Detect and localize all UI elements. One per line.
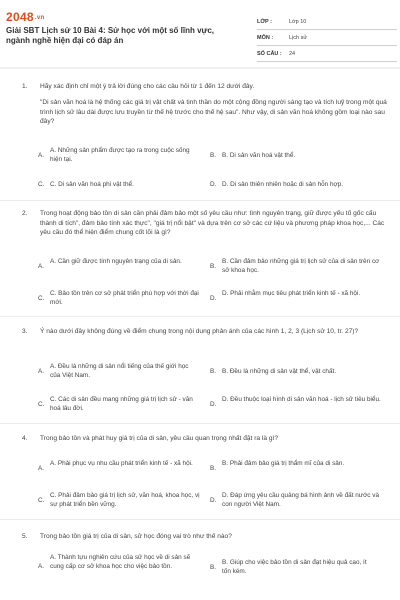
- option-letter: A.: [38, 465, 45, 472]
- question-number: 3.: [22, 328, 28, 335]
- question-separator: [0, 519, 400, 520]
- option-letter: B.: [210, 564, 217, 571]
- meta-box: [257, 14, 397, 62]
- option-text: C. Các di sản đều mang những giá trị lịch sử - văn hoá lâu đời.: [50, 396, 193, 412]
- page-title: Giải SBT Lịch sử 10 Bài 4: Sử học với một số lĩnh vực, ngành nghề hiện đại có đáp án: [6, 26, 215, 45]
- option-letter: B.: [210, 368, 217, 375]
- meta-value: Lịch sử: [289, 34, 308, 41]
- question-number: 5.: [22, 533, 28, 540]
- option-text: C. Bảo tồn trên cơ sở phát triển phù hợp với thời đại mới.: [50, 290, 199, 306]
- meta-row-class: [257, 14, 397, 30]
- option-text: C. Di sản văn hoá phi vật thể.: [50, 181, 134, 188]
- option-text: D. Di sản thiên nhiên hoặc di sản hỗn hợp.: [222, 181, 344, 188]
- header-divider: [0, 67, 400, 69]
- option-letter: D.: [210, 401, 217, 408]
- meta-value: Lớp 10: [289, 18, 307, 25]
- option-letter: D.: [210, 295, 217, 302]
- option-text: B. Đều là những di sản vật thể, vật chất.: [222, 368, 337, 375]
- option-letter: C.: [38, 497, 45, 504]
- option-letter: C.: [38, 181, 45, 188]
- meta-key: MÔN :: [257, 34, 274, 41]
- option-text: B. Phải đảm bảo giá trị thẩm mĩ của di sản.: [222, 460, 345, 467]
- option-text: B. Giúp cho việc bảo tồn di sản đạt hiệu quả cao, ít tốn kém.: [222, 559, 367, 575]
- logo-text: 2048: [6, 10, 34, 24]
- question-number: 4.: [22, 435, 28, 442]
- question-stem: Trong hoạt động bảo tồn di sản cần phải đảm bảo một số yêu cầu như: tình nguyên trạng, giữ được yếu tố gốc cấu thành di tích", đảm bảo tính xác thực", "giá trị nổi bật" và dựa trên cơ sở các cứ liệu và phương pháp khoa học,... Các yêu cầu đó thể hiện điểm chung cốt lõi là gì?: [40, 210, 385, 236]
- question-separator: [0, 200, 400, 201]
- option-text: A. Đều là những di sản nổi tiếng của thế giới học của Việt Nam.: [50, 363, 189, 379]
- meta-row-subject: [257, 30, 397, 46]
- option-text: D. Đáp ứng yêu cầu quảng bá hình ảnh về đất nước và con người Việt Nam.: [222, 492, 379, 508]
- meta-key: SỐ CÂU :: [257, 50, 282, 57]
- option-text: C. Phải đảm bảo giá trị lịch sử, văn hoá, khoa học, vị sự phát triển bền vững.: [50, 492, 200, 508]
- meta-value: 24: [289, 50, 296, 57]
- option-text: D. Đều thuộc loại hình di sản văn hoá - lịch sử tiêu biểu.: [222, 396, 381, 403]
- site-logo[interactable]: [6, 10, 44, 24]
- option-text: A. Những sản phẩm được tạo ra trong cuộc sống hiện tại.: [50, 147, 190, 163]
- question-separator: [0, 316, 400, 317]
- option-letter: B.: [210, 152, 217, 159]
- question-quote: "Di sản văn hoá là hệ thống các giá trị vật chất và tinh thần do một cộng đồng người sáng tạo và tích luỹ trong một quá trình lịch sử lâu dài được lưu truyền từ thế hệ trước cho thế hệ sau". Như vậy, di sản văn hoá không gồm loại nào sau đây?: [40, 99, 387, 125]
- option-letter: D.: [210, 181, 217, 188]
- question-stem: Hãy xác định chỉ một ý trả lời đúng cho các câu hỏi từ 1 đến 12 dưới đây.: [40, 83, 255, 90]
- option-letter: A.: [38, 152, 45, 159]
- option-letter: D.: [210, 497, 217, 504]
- option-text: B. Cần đảm bảo những giá trị lịch sử của di sản trên cơ sở khoa học.: [222, 258, 380, 274]
- option-letter: B.: [210, 465, 217, 472]
- question-stem: Trong bảo tồn và phát huy giá trị của di sản, yêu cầu quan trọng nhất đặt ra là gì?: [40, 435, 279, 442]
- option-letter: C.: [38, 295, 45, 302]
- meta-row-count: [257, 46, 397, 62]
- question-number: 2.: [22, 210, 28, 217]
- question-separator: [0, 423, 400, 424]
- option-text: A. Phải phục vụ nhu cầu phát triển kinh tế - xã hội.: [50, 460, 193, 467]
- question-stem: Ý nào dưới đây không đúng về điểm chung trong nội dung phản ánh của các hình 1, 2, 3 (Lịch sử 10, tr. 27)?: [40, 328, 359, 335]
- option-letter: A.: [38, 563, 45, 570]
- option-letter: B.: [210, 263, 217, 270]
- option-text: D. Phải nhằm mục tiêu phát triển kinh tế - xã hội.: [222, 290, 361, 297]
- option-text: A. Thành tựu nghiên cứu của sử học về di sản sẽ cung cấp cơ sở khoa học cho việc bảo tồn.: [50, 554, 191, 570]
- header: [6, 10, 394, 66]
- option-text: B. Di sản văn hoá vật thể.: [222, 152, 296, 159]
- option-letter: C.: [38, 401, 45, 408]
- logo-suffix: .vn: [34, 14, 45, 21]
- question-number: 1.: [22, 83, 28, 90]
- question-stem: Trong bảo tồn giá trị của di sản, sử học đóng vai trò như thế nào?: [40, 533, 232, 540]
- option-text: A. Cần giữ được tính nguyên trạng của di sản.: [50, 258, 182, 265]
- option-letter: A.: [38, 368, 45, 375]
- meta-key: LỚP :: [257, 18, 272, 25]
- option-letter: A.: [38, 263, 45, 270]
